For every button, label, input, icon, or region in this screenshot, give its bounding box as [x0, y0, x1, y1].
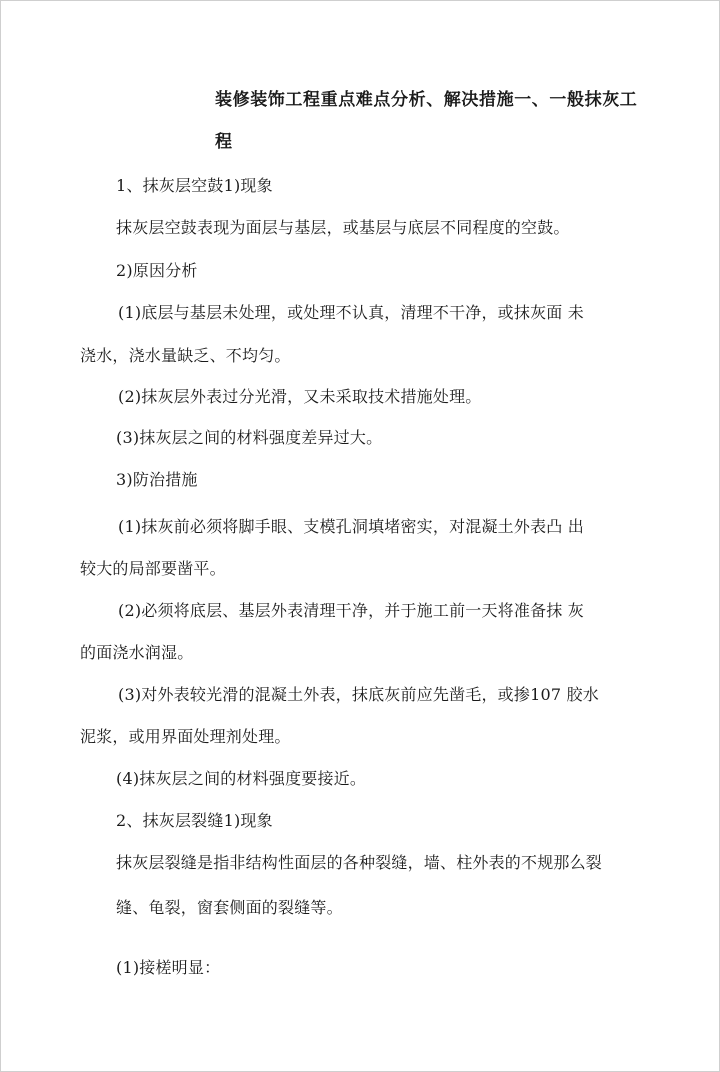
list-item-continuation: 的面浇水润湿。 [80, 643, 194, 662]
list-item-line: (2)必须将底层、基层外表清理干净，并于施工前一天将准备抹 灰 [118, 601, 584, 620]
document-title-line-1: 装修装饰工程重点难点分析、解决措施一、一般抹灰工 [215, 90, 638, 110]
list-item-line: (1)底层与基层未处理，或处理不认真，清理不干净，或抹灰面 未 [118, 303, 584, 322]
paragraph-line: 抹灰层裂缝是指非结构性面层的各种裂缝，墙、柱外表的不规那么裂 [116, 853, 603, 872]
paragraph-line: 抹灰层空鼓表现为面层与基层，或基层与底层不同程度的空鼓。 [116, 218, 570, 237]
subsection-heading: 3)防治措施 [116, 470, 198, 489]
list-item-line: (2)抹灰层外表过分光滑，又未采取技术措施处理。 [118, 387, 482, 406]
list-item-line: (3)抹灰层之间的材料强度差异过大。 [116, 428, 383, 447]
list-item-continuation: 泥浆，或用界面处理剂处理。 [80, 727, 291, 746]
list-item-line: (1)接槎明显： [116, 958, 221, 977]
list-item-line: (1)抹灰前必须将脚手眼、支模孔洞填堵密实，对混凝土外表凸 出 [118, 517, 584, 536]
section-heading: 1、抹灰层空鼓1)现象 [116, 176, 273, 195]
paragraph-continuation: 缝、龟裂，窗套侧面的裂缝等。 [116, 898, 343, 917]
list-item-continuation: 较大的局部要凿平。 [80, 559, 226, 578]
list-item-line: (4)抹灰层之间的材料强度要接近。 [116, 769, 367, 788]
list-item-line: (3)对外表较光滑的混凝土外表，抹底灰前应先凿毛，或掺107 胶水 [118, 685, 599, 704]
list-item-continuation: 浇水，浇水量缺乏、不均匀。 [80, 346, 291, 365]
document-title-line-2: 程 [215, 132, 233, 152]
subsection-heading: 2)原因分析 [116, 261, 198, 280]
section-heading: 2、抹灰层裂缝1)现象 [116, 811, 273, 830]
